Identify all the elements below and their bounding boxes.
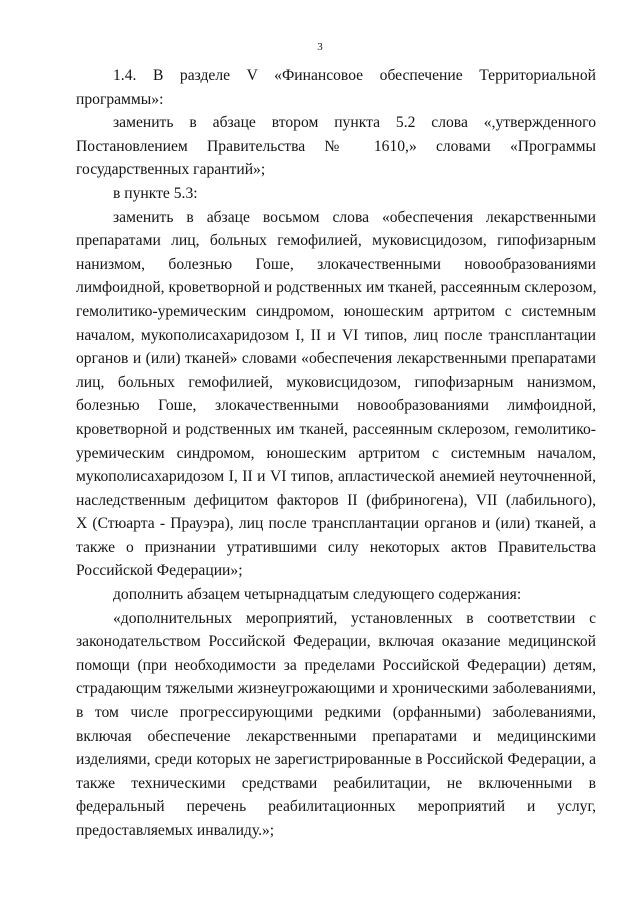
paragraph-line: законодательством Российской Федерации, включая оказание медицинской (76, 633, 596, 651)
paragraph-line: уремическим синдромом, юношеским артритом с системным началом, (76, 444, 596, 462)
paragraph-line: Российской Федерации»; (76, 562, 243, 580)
paragraph-line: болезнью Гоше, злокачественными новообразованиями лимфоидной, (76, 397, 596, 415)
document-body (76, 64, 596, 843)
paragraph-line: также техническими средствами реабилитации, не включенными в (76, 774, 596, 792)
paragraph-line: страдающим тяжелыми жизнеугрожающими и хроническими заболеваниями, (76, 680, 596, 698)
page-number: 3 (317, 41, 323, 53)
paragraph-line: помощи (при необходимости за пределами Российской Федерации) детям, (76, 656, 596, 674)
paragraph-line: мукополисахаридозом I, II и VI типов, апластической анемией неуточненной, (76, 468, 596, 486)
paragraph-line: «дополнительных мероприятий, установленных в соответствии с (113, 609, 596, 627)
paragraph-line: X (Стюарта - Прауэра), лиц после трансплантации органов и (или) тканей, а (76, 515, 596, 533)
paragraph-quoted-addition (76, 607, 596, 843)
paragraph-line: государственных гарантий»; (76, 161, 266, 179)
paragraph-replace-5-2 (76, 111, 596, 182)
paragraph-line: лимфоидной, кроветворной и родственных им тканей, рассеянным склерозом, (76, 279, 597, 297)
paragraph-line: заменить в абзаце восьмом слова «обеспечения лекарственными (113, 208, 596, 226)
paragraph-line: нанизмом, болезнью Гоше, злокачественными новообразованиями (76, 255, 596, 273)
paragraph-add-fourteenth-abzac (76, 583, 596, 607)
paragraph-section-v-heading (76, 64, 596, 111)
paragraph-line: кроветворной и родственных им тканей, рассеянным склерозом, гемолитико- (76, 420, 596, 438)
paragraph-replace-eighth-abzac (76, 206, 596, 584)
paragraph-line: лиц, больных гемофилией, муковисцидозом, гипофизарным нанизмом, (76, 373, 596, 391)
paragraph-line: гемолитико-уремическим синдромом, юношеским артритом с системным (76, 302, 596, 320)
paragraph-line: также о признании утратившими силу некоторых актов Правительства (76, 538, 596, 556)
paragraph-line: в пункте 5.3: (113, 184, 198, 202)
paragraph-line: включая обеспечение лекарственными препаратами и медицинскими (76, 727, 596, 745)
paragraph-line: в том числе прогрессирующими редкими (орфанными) заболеваниями, (76, 704, 596, 722)
paragraph-line: препаратами лиц, больных гемофилией, муковисцидозом, гипофизарным (76, 232, 596, 250)
paragraph-line: Постановлением Правительства № 1610,» словами «Программы (76, 137, 596, 155)
paragraph-line: 1.4. В разделе V «Финансовое обеспечение Территориальной (113, 67, 596, 84)
paragraph-line: началом, мукополисахаридозом I, II и VI типов, лиц после трансплантации (76, 326, 596, 344)
paragraph-line: федеральный перечень реабилитационных мероприятий и услуг, (76, 798, 596, 816)
paragraph-line: наследственным дефицитом факторов II (фибриногена), VII (лабильного), (76, 491, 596, 509)
paragraph-line: органов и (или) тканей» словами «обеспечения лекарственными препаратами (76, 350, 596, 368)
paragraph-line: дополнить абзацем четырнадцатым следующего содержания: (113, 586, 522, 604)
paragraph-line: изделиями, среди которых не зарегистрированные в Российской Федерации, а (76, 751, 596, 769)
paragraph-line: предоставляемых инвалиду.»; (76, 822, 275, 839)
paragraph-line: заменить в абзаце втором пункта 5.2 слова «,утвержденного (113, 114, 596, 132)
paragraph-line: программы»: (76, 90, 164, 108)
paragraph-point-5-3 (76, 182, 596, 206)
